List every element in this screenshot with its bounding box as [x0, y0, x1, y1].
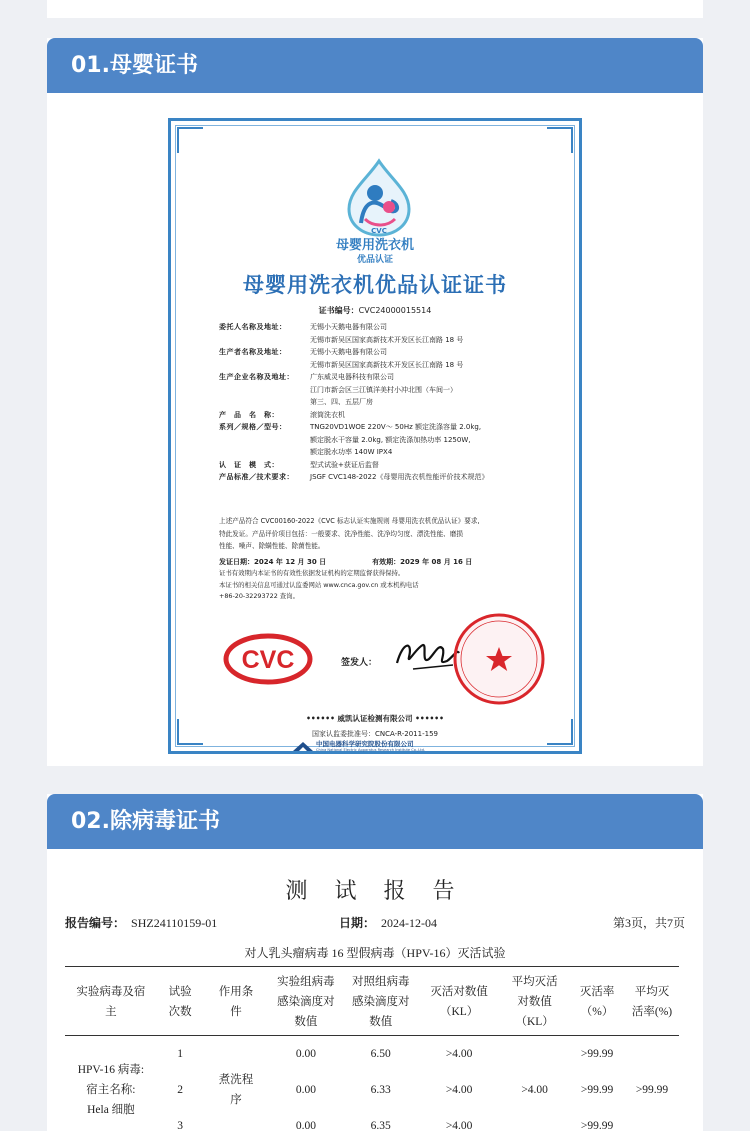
institute-logo	[293, 740, 425, 753]
lab-name: •••••• 威凯认证检测有限公司 ••••••	[306, 714, 444, 723]
note-line: +86-20-32293722 查询。	[219, 592, 299, 600]
logo-subtext: 优品认证	[356, 255, 393, 265]
corner-ornament	[177, 127, 203, 153]
institute-icon	[293, 742, 313, 751]
kl-cell: >4.00	[445, 1047, 473, 1060]
logo-badge: CVC	[371, 227, 387, 235]
column-header: 实验病毒及宿 主	[76, 986, 146, 1018]
field-label: 认 证 模 式：	[219, 460, 279, 469]
rate-cell: >99.99	[580, 1119, 614, 1131]
report-title: 测 试 报 告	[285, 879, 465, 904]
official-stamp-image	[451, 611, 547, 707]
section-virus-cert	[47, 794, 703, 1131]
body-line: 性能、噪声、除螨性能、除菌性能。	[219, 542, 325, 550]
certificate	[168, 118, 582, 754]
section-title: 02.除病毒证书	[47, 794, 703, 849]
table-header-row	[65, 967, 679, 1036]
table-row	[65, 1036, 679, 1072]
column-header: 对照组病毒 感染滴度对 数值	[351, 976, 410, 1028]
section-maternal-cert	[47, 38, 703, 766]
column-header: 灭活对数值 （KL）	[430, 986, 488, 1018]
institute-name-cn: 中国电器科学研究院股份有限公司	[316, 740, 414, 748]
field-row	[219, 459, 549, 472]
column-header: 平均灭活 对数值 （KL）	[511, 976, 558, 1028]
report-date	[339, 914, 437, 931]
ctrl-titer-cell: 6.50	[370, 1047, 391, 1060]
report-date-value: 2024-12-04	[381, 916, 438, 930]
valid-date: 2029 年 08 月 16 日	[400, 557, 473, 566]
body-line: 特此发证。产品评价项目包括：一般要求、洗净性能、洗净均匀度、漂洗性能、磨损	[219, 529, 463, 538]
field-value: 无锡小天鹅电器有限公司 无锡市新吴区国家高新技术开发区长江南路 18 号	[310, 323, 464, 344]
ctrl-titer-cell: 6.35	[370, 1119, 391, 1131]
valid-label: 有效期：	[372, 557, 401, 566]
issue-label: 发证日期：	[219, 557, 254, 566]
number-value: CVC24000015514	[358, 306, 432, 315]
issue-date: 2024 年 12 月 30 日	[254, 557, 327, 566]
column-header: 灭活率 （%）	[579, 986, 615, 1018]
field-label: 产 品 名 称：	[219, 410, 279, 419]
institute-name-en: China National Electric Apparatus Research Institute Co.,Ltd.	[316, 748, 426, 752]
field-value: 无锡小天鹅电器有限公司 无锡市新吴区国家高新技术开发区长江南路 18 号	[310, 348, 464, 369]
report-number-value: SHZ24110159-01	[131, 916, 218, 930]
report-number	[65, 914, 217, 931]
certificate-body	[219, 515, 539, 603]
certificate-dates	[219, 556, 539, 569]
trial-cell: 3	[177, 1119, 184, 1131]
cvc-logo-icon	[223, 633, 313, 685]
column-header: 实验组病毒 感染滴度对 数值	[277, 976, 335, 1028]
field-row	[219, 409, 549, 422]
cvc-logo-text: CVC	[241, 646, 295, 674]
field-value: 滚筒洗衣机	[310, 410, 345, 419]
cnca-number: 国家认监委批准号：CNCA-R-2011-159	[312, 730, 438, 738]
report-date-label: 日期：	[339, 916, 370, 930]
table-row	[65, 1108, 679, 1131]
field-row	[219, 371, 549, 409]
column-header: 试验 次数	[168, 986, 192, 1018]
certificate-number	[171, 305, 579, 316]
field-value: 广东威灵电器科技有限公司 江门市新会区三江镇洋美村小冲北围（车间一） 第三、四、五层厂房	[310, 373, 457, 406]
trial-cell: 2	[177, 1083, 184, 1096]
virus-host-cell: HPV-16 病毒: 宿主名称: Hela 细胞	[77, 1063, 145, 1116]
number-label: 证书编号：	[318, 306, 359, 315]
field-row	[219, 321, 549, 346]
field-label: 系列／规格／型号：	[219, 423, 287, 431]
column-header: 平均灭 活率(%)	[631, 986, 673, 1018]
certificate-fields	[219, 321, 549, 484]
experiment-title: 对人乳头瘤病毒 16 型假病毒（HPV-16）灭活试验	[244, 946, 506, 960]
condition-cell: 煮洗程 序	[218, 1073, 254, 1106]
field-value: TNG20VD1WOE 220V～ 50Hz 额定洗涤容量 2.0kg, 额定脱水干容量 2.0kg, 额定洗涤加热功率 1250W, 额定脱水功率 140W IPX4	[310, 423, 482, 456]
certificate-title: 母婴用洗衣机优品认证证书	[243, 272, 507, 297]
avg-kl-cell: >4.00	[521, 1083, 548, 1096]
field-row	[219, 421, 549, 459]
mother-baby-logo-icon	[339, 157, 419, 237]
exp-titer-cell: 0.00	[295, 1083, 316, 1096]
trial-cell: 1	[177, 1047, 184, 1060]
signer-label: 签发人：	[341, 658, 378, 668]
kl-cell: >4.00	[445, 1119, 473, 1131]
table-row	[65, 1072, 679, 1108]
exp-titer-cell: 0.00	[295, 1047, 316, 1060]
results-table	[65, 966, 679, 1131]
avg-rate-cell: >99.99	[635, 1083, 669, 1096]
field-label: 生产企业名称及地址：	[219, 373, 294, 381]
report-page: 第3页，共7页	[612, 916, 685, 930]
column-header: 作用条 件	[218, 986, 254, 1018]
section-title: 01.母婴证书	[47, 38, 703, 93]
field-value: JSGF CVC148-2022《母婴用洗衣机性能评价技术规范》	[310, 473, 489, 481]
field-value: 型式试验+获证后监督	[310, 460, 379, 469]
rate-cell: >99.99	[580, 1047, 614, 1060]
kl-cell: >4.00	[445, 1083, 473, 1096]
field-label: 委托人名称及地址：	[219, 323, 287, 331]
logo-text: 母婴用洗衣机	[335, 238, 414, 253]
field-row	[219, 346, 549, 371]
ctrl-titer-cell: 6.33	[370, 1083, 391, 1096]
exp-titer-cell: 0.00	[295, 1119, 316, 1131]
field-label: 生产者名称及地址：	[219, 348, 287, 356]
previous-section-bottom	[47, 0, 703, 18]
field-row	[219, 471, 549, 484]
corner-ornament	[547, 127, 573, 153]
note-line: 本证书的相关信息可通过认监委网站 www.cnca.gov.cn 或本机构电话	[219, 580, 419, 589]
rate-cell: >99.99	[580, 1083, 614, 1096]
certificate-notes	[219, 568, 539, 603]
note-line: 证书有效期内本证书的有效性依据发证机构的定期监督获得保持。	[219, 569, 405, 577]
report-number-label: 报告编号：	[65, 916, 120, 930]
field-label: 产品标准／技术要求：	[219, 473, 294, 481]
body-line: 上述产品符合 CVC00160-2022《CVC 标志认证实施规则 母婴用洗衣机优品认证》要求,	[219, 517, 480, 525]
